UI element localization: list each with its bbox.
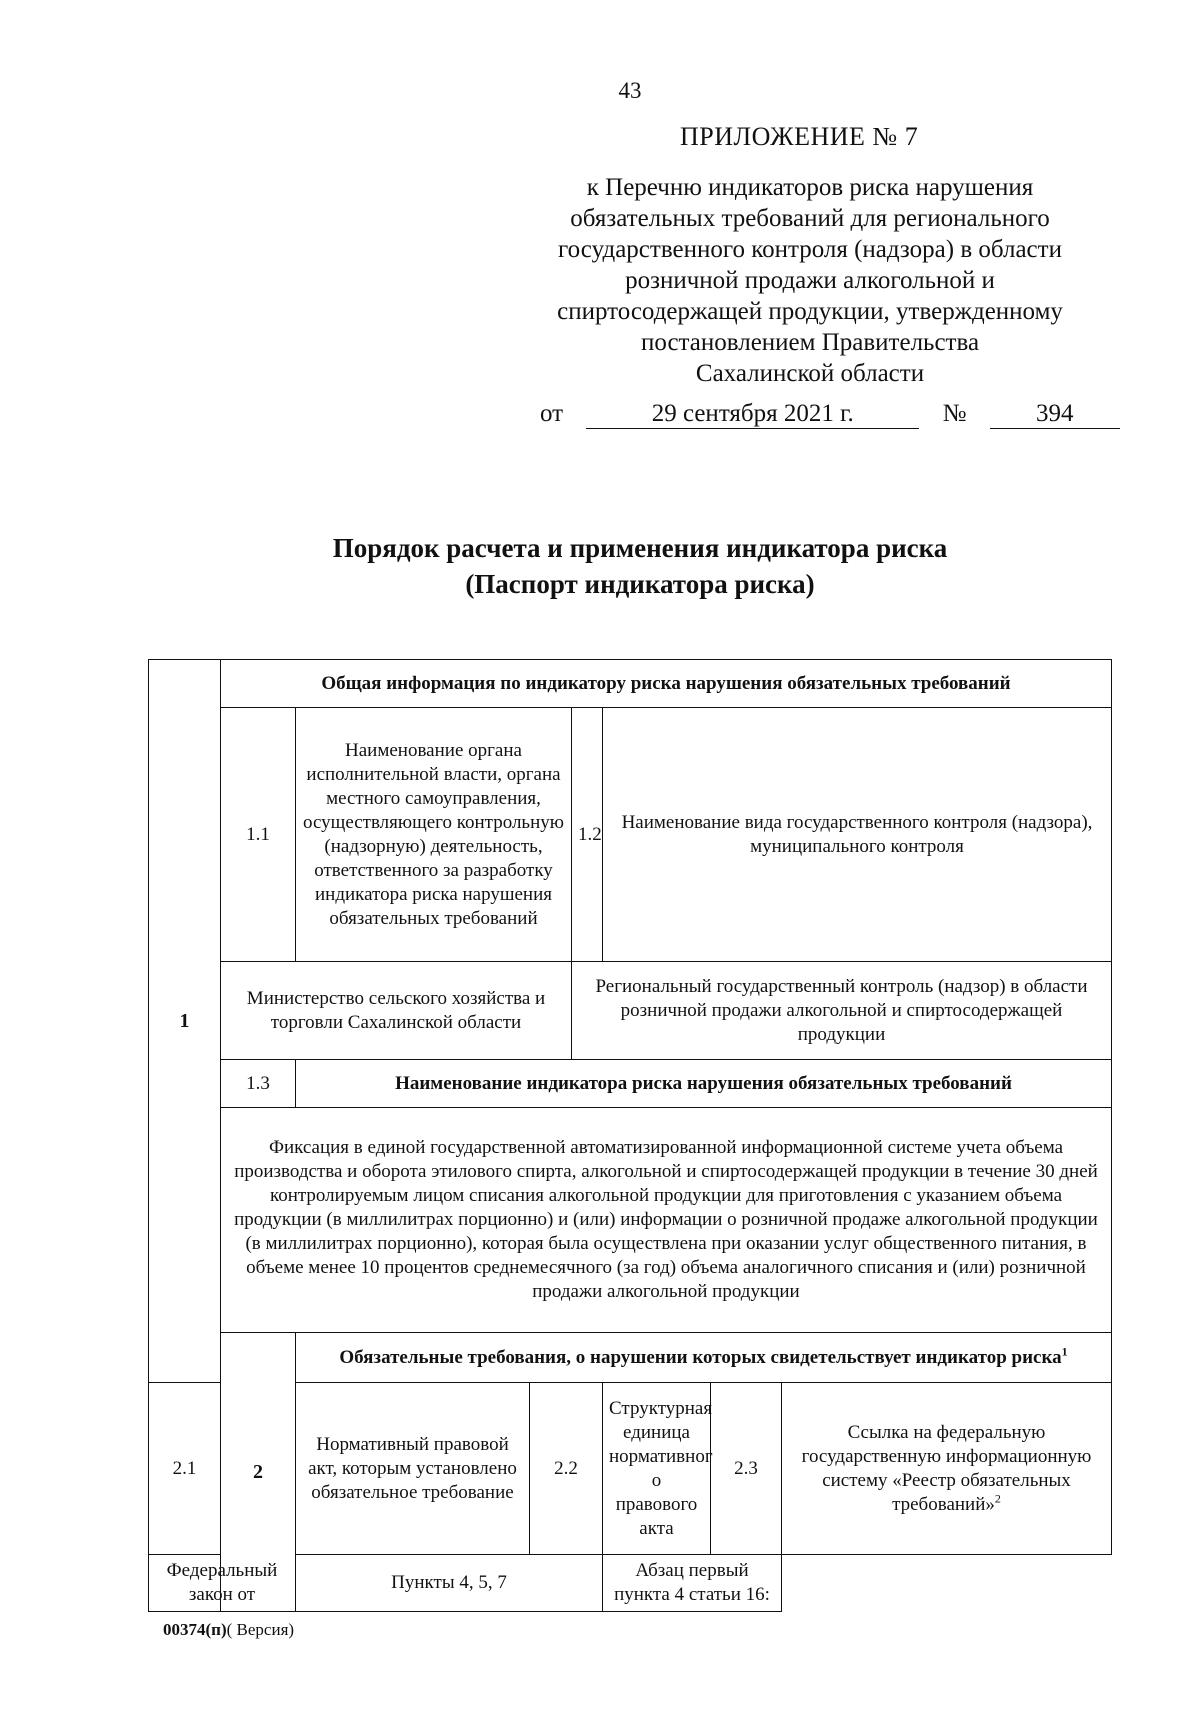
- item-2-1-label: Нормативный правовой акт, которым установлено обязательное требование: [296, 1383, 530, 1555]
- from-label: от: [540, 400, 564, 427]
- item-2-1-number: 2.1: [149, 1383, 221, 1555]
- section-1-header: Общая информация по индикатору риска нарушения обязательных требований: [221, 660, 1112, 708]
- item-1-2-label: Наименование вида государственного контроля (надзора), муниципального контроля: [603, 708, 1112, 962]
- item-1-1-number: 1.1: [221, 708, 296, 962]
- item-2-3-label-text: Ссылка на федеральную государственную информационную систему «Реестр обязательных требований»: [801, 1421, 1092, 1515]
- appendix-title: ПРИЛОЖЕНИЕ № 7: [680, 122, 919, 151]
- item-2-1-value: Федеральный закон от: [149, 1555, 296, 1612]
- item-1-2-number: 1.2: [572, 708, 603, 962]
- item-2-2-value: Пункты 4, 5, 7: [296, 1555, 603, 1612]
- resolution-date-row: [540, 400, 1120, 429]
- document-title: [0, 530, 1200, 602]
- document-title-line: Порядок расчета и применения индикатора риска: [332, 533, 948, 563]
- footnote-marker-2: 2: [994, 1491, 1001, 1506]
- number-label: №: [942, 400, 967, 427]
- section-2-header-text: Обязательные требования, о нарушении которых свидетельствует индикатор риска: [339, 1346, 1062, 1368]
- item-2-3-value: Абзац первый пункта 4 статьи 16:: [603, 1555, 782, 1612]
- document-code: 00374(п): [163, 1620, 227, 1639]
- section-2-header: [296, 1333, 1112, 1383]
- appendix-description: [500, 172, 1120, 389]
- item-1-3-number: 1.3: [221, 1060, 296, 1108]
- item-1-1-label: Наименование органа исполнительной власти, органа местного самоуправления, осуществляющего контрольную (надзорную) деятельность, ответственного за разработку индикатора риска нарушения обязательных требований: [296, 708, 572, 962]
- page-number: 43: [618, 78, 642, 103]
- section-1-number: 1: [149, 660, 221, 1383]
- item-1-3-value: Фиксация в единой государственной автоматизированной информационной системе учета объема производства и оборота этилового спирта, алкогольной и спиртосодержащей продукции в течение 30 дней контролируемым лицом списания алкогольной продукции для приготовления с указанием объема продукции (в миллилитрах порционно) и (или) информации о розничной продаже алкогольной продукции (в миллилитрах порционно), которая была осуществлена при оказании услуг общественного питания, в объеме менее 10 процентов среднемесячного (за год) объема аналогичного списания и (или) розничной продажи алкогольной продукции: [221, 1108, 1112, 1333]
- section-2-number: 2: [221, 1333, 296, 1612]
- footnote-marker-1: 1: [1061, 1344, 1068, 1359]
- appendix-line: Сахалинской области: [695, 360, 925, 387]
- footer-document-code: [163, 1620, 294, 1640]
- document-version: ( Версия): [226, 1620, 295, 1639]
- item-2-2-number: 2.2: [530, 1383, 603, 1555]
- resolution-number: 394: [990, 400, 1120, 429]
- appendix-line: к Перечню индикаторов риска нарушения: [586, 174, 1034, 201]
- document-title-line: (Паспорт индикатора риска): [465, 569, 815, 599]
- appendix-line: государственного контроля (надзора) в области: [558, 236, 1062, 263]
- risk-indicator-passport-table: [148, 659, 1112, 1612]
- item-1-2-value: Региональный государственный контроль (надзор) в области розничной продажи алкогольной и спиртосодержащей продукции: [572, 962, 1112, 1060]
- appendix-line: спиртосодержащей продукции, утвержденному: [557, 298, 1063, 325]
- appendix-line: обязательных требований для регионального: [570, 205, 1050, 232]
- appendix-line: розничной продажи алкогольной и: [625, 267, 995, 294]
- resolution-date: 29 сентября 2021 г.: [586, 400, 919, 429]
- item-1-1-value: Министерство сельского хозяйства и торговли Сахалинской области: [221, 962, 572, 1060]
- item-1-3-label: Наименование индикатора риска нарушения обязательных требований: [296, 1060, 1112, 1108]
- appendix-line: постановлением Правительства: [640, 329, 980, 356]
- item-2-3-number: 2.3: [711, 1383, 782, 1555]
- item-2-2-label: Структурная единица нормативног о правового акта: [603, 1383, 711, 1555]
- item-2-3-label: [782, 1383, 1112, 1555]
